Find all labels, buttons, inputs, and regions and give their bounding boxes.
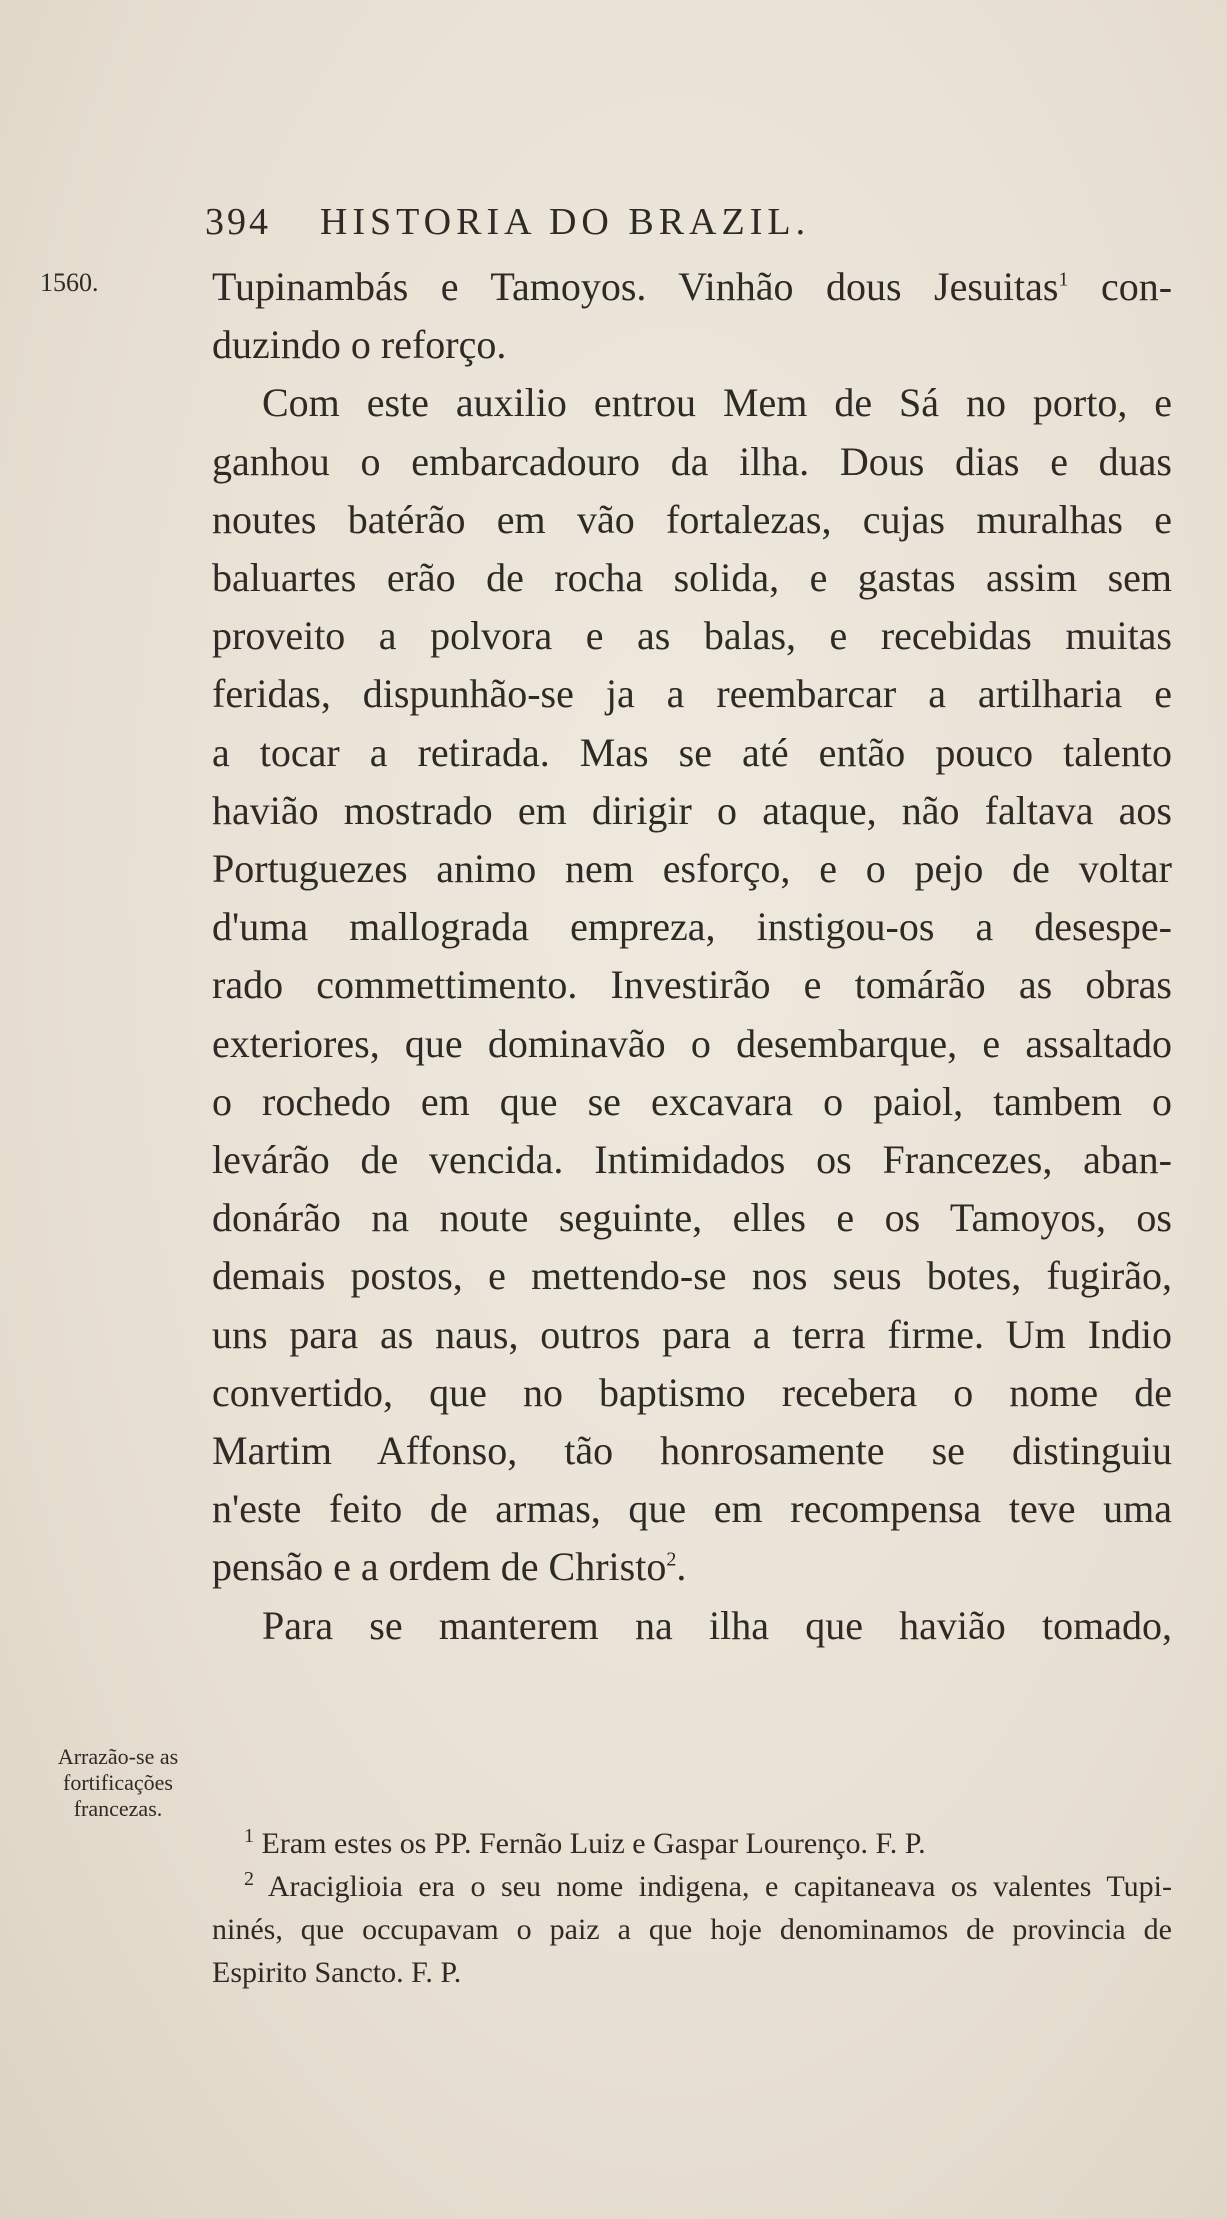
text-line: feridas, dispunhão-se ja a reembarcar a artilharia e bbox=[212, 671, 1172, 717]
footnote-1: $^1$ Eram estes os PP. Fernão Luiz e Gaspar Lourenço. F. P. bbox=[244, 1825, 926, 1860]
footnote-2-line: ninés, que occupavam o paiz a que hoje denominamos de provincia de bbox=[212, 1913, 1172, 1946]
text-line: demais postos, e mettendo-se nos seus botes, fugirão, bbox=[212, 1253, 1172, 1299]
footnote-2: $^2$ Araciglioia era o seu nome indigena, e capitaneava os valentes Tupi- bbox=[244, 1868, 1172, 1903]
text-line: ganhou o embarcadouro da ilha. Dous dias e duas bbox=[212, 438, 1172, 484]
text-line: Para se manterem na ilha que havião tomado, bbox=[262, 1602, 1172, 1648]
text-line: a tocar a retirada. Mas se até então pouco talento bbox=[212, 729, 1172, 775]
text-line: Com este auxilio entrou Mem de Sá no porto, e bbox=[262, 380, 1172, 426]
text-line: baluartes erão de rocha solida, e gastas assim sem bbox=[212, 555, 1172, 601]
text-line: havião mostrado em dirigir o ataque, não faltava aos bbox=[212, 787, 1172, 833]
text-line: uns para as naus, outros para a terra firme. Um Indio bbox=[212, 1311, 1172, 1357]
footnote-ref: 1 bbox=[1058, 268, 1069, 291]
text-line: o rochedo em que se excavara o paiol, tambem o bbox=[212, 1078, 1172, 1124]
text-line: proveito a polvora e as balas, e recebidas muitas bbox=[212, 613, 1172, 659]
text-line: levárão de vencida. Intimidados os Francezes, aban- bbox=[212, 1137, 1172, 1183]
text-line: exteriores, que dominavão o desembarque, e assaltado bbox=[212, 1020, 1172, 1066]
page-number: 394 bbox=[205, 201, 271, 243]
footnotes bbox=[212, 1822, 1172, 1994]
text-line: rado commettimento. Investirão e tomárão as obras bbox=[212, 962, 1172, 1008]
text-line: pensão e a ordem de Christo$^2$. bbox=[212, 1544, 687, 1590]
footnote-2-line: Espirito Sancto. F. P. bbox=[212, 1956, 462, 1989]
margin-note: Arrazão-se as fortificações francezas. bbox=[57, 1744, 179, 1821]
text-line: convertido, que no baptismo recebera o nome de bbox=[212, 1369, 1172, 1415]
text-line: Martim Affonso, tão honrosamente se distinguiu bbox=[212, 1428, 1172, 1474]
text-line: n'este feito de armas, que em recompensa teve uma bbox=[212, 1486, 1172, 1532]
text-line: Portuguezes animo nem esforço, e o pejo de voltar bbox=[212, 846, 1172, 892]
text-line: noutes batérão em vão fortalezas, cujas muralhas e bbox=[212, 496, 1172, 542]
text-line: donárão na noute seguinte, elles e os Tamoyos, os bbox=[212, 1195, 1172, 1241]
text-line: Tupinambás e Tamoyos. Vinhão dous Jesuitas$^1$ con- bbox=[212, 264, 1173, 309]
page-title: HISTORIA DO BRAZIL. bbox=[319, 201, 811, 243]
footnote-ref: 2 bbox=[666, 1549, 677, 1572]
margin-year: 1560. bbox=[40, 268, 99, 297]
body-text bbox=[212, 258, 1172, 1655]
text-line: duzindo o reforço. bbox=[212, 322, 507, 368]
text-line: d'uma mallograda empreza, instigou-os a desespe- bbox=[212, 904, 1172, 950]
